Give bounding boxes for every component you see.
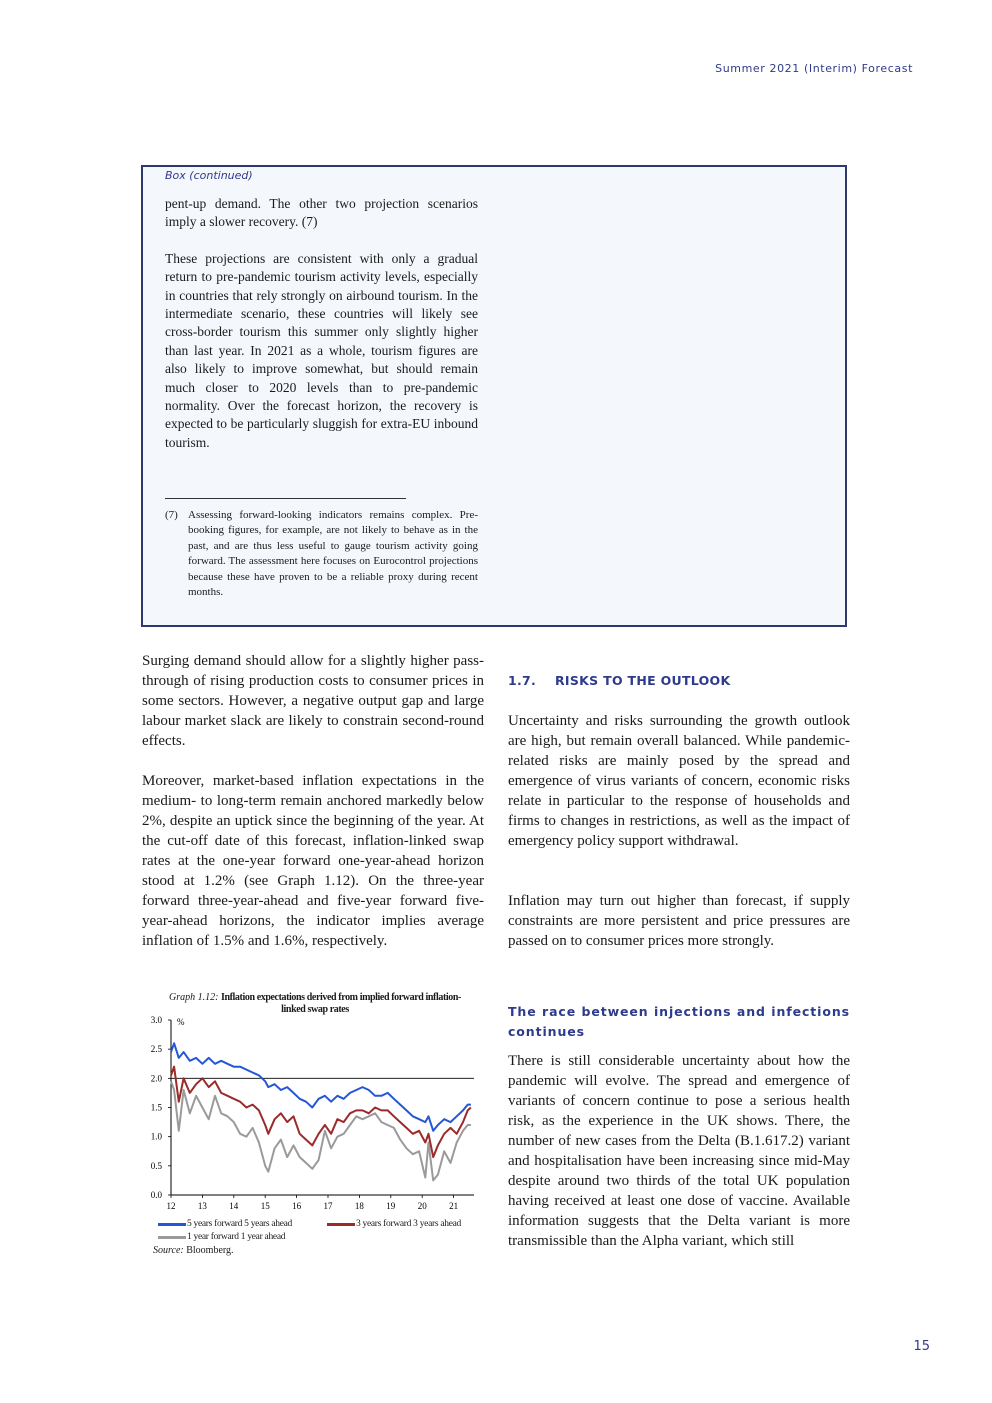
legend-label: 5 years forward 5 years ahead <box>187 1219 292 1229</box>
subheading: The race between injections and infections continues <box>508 1004 850 1039</box>
race-paragraph: There is still considerable uncertainty about how the pandemic will evolve. The spread and emergence of variants of concern continue to pose a serious health risk, as the experience in the UK shows. There, the number of new cases from the Delta (B.1.617.2) variant and hospitalisation have been increasing since mid-May despite around two thirds of the total UK population having received at least one dose of vaccine. Available information suggests that the Delta variant is more transmissible than the Alpha variant, which still <box>508 1053 850 1249</box>
y-tick-label: 3.0 <box>150 1015 162 1025</box>
y-tick-label: 1.0 <box>150 1131 162 1142</box>
x-tick-label: 19 <box>386 1201 396 1211</box>
x-tick-label: 21 <box>449 1201 459 1211</box>
x-tick-label: 14 <box>229 1201 239 1211</box>
x-tick-label: 17 <box>323 1201 333 1211</box>
footnote-mark: (7) <box>165 509 178 521</box>
running-header: Summer 2021 (Interim) Forecast <box>715 62 913 75</box>
footnote-text: Assessing forward-looking indicators remains complex. Pre-booking figures, for example, are not likely to behave as in the past, and are thus less useful to gauge tourism activity going forward. The assessment here focuses on Eurocontrol projections because these have proven to be a reliable proxy during recent months. <box>188 509 478 599</box>
y-tick-label: 0.0 <box>150 1190 162 1200</box>
graph-source <box>153 1245 234 1256</box>
body-paragraph: Moreover, market-based inflation expectations in the medium- to long-term remain anchored markedly below 2%, despite an uptick since the beginning of the year. At the cut-off date of this forecast, inflation-linked swap rates at the one-year forward one-year-ahead horizon stood at 1.2% (see Graph 1.12). On the three-year forward three-year-ahead and five-year forward five-year-ahead horizons, the indicator implies average inflation of 1.5% and 1.6%, respectively. <box>142 773 484 949</box>
y-tick-label: 1.5 <box>150 1102 162 1113</box>
risks-paragraph-2: Inflation may turn out higher than forecast, if supply constraints are more persistent and price pressures are passed on to consumer prices more strongly. <box>508 893 850 949</box>
box-continued <box>141 165 847 627</box>
left-column <box>142 651 484 971</box>
section-title: RISKS TO THE OUTLOOK <box>555 673 731 688</box>
series-line <box>171 1043 471 1131</box>
x-tick-label: 15 <box>260 1201 270 1211</box>
source-text: Bloomberg. <box>186 1245 234 1256</box>
section-heading <box>508 673 730 688</box>
series-line <box>171 1067 471 1157</box>
box-text <box>165 195 478 470</box>
risks-paragraph-1: Uncertainty and risks surrounding the growth outlook are high, but remain overall balanced. While pandemic-related risks are mainly posed by the spread and emergence of virus variants of concern, economic risks relate in particular to the response of households and firms to changes in restrictions, as well as the impact of emergency policy support withdrawal. <box>508 713 850 849</box>
legend-item <box>327 1219 461 1229</box>
box-paragraph: These projections are consistent with only a gradual return to pre-pandemic tourism activity levels, especially in countries that rely strongly on airbound tourism. In the intermediate scenario, these countries will likely see cross-border tourism this summer only slightly higher than last year. In 2021 as a whole, tourism figures are also likely to improve somewhat, but should remain much closer to 2020 levels than to pre-pandemic normality. Over the forecast horizon, the recovery is expected to be particularly sluggish for extra-EU inbound tourism. <box>165 250 478 450</box>
box-label: Box (continued) <box>165 169 253 182</box>
legend-swatch <box>327 1223 355 1226</box>
graph-label: Graph 1.12: <box>169 992 219 1003</box>
section-number: 1.7. <box>508 673 537 688</box>
legend-item <box>158 1219 292 1229</box>
legend-swatch <box>158 1223 186 1226</box>
y-tick-label: 0.5 <box>150 1160 162 1171</box>
legend-label: 3 years forward 3 years ahead <box>356 1219 461 1229</box>
box-paragraph: pent-up demand. The other two projection scenarios imply a slower recovery. (7) <box>165 196 478 230</box>
y-unit-label: % <box>177 1017 185 1027</box>
y-tick-label: 2.0 <box>150 1073 162 1084</box>
legend-label: 1 year forward 1 year ahead <box>187 1232 286 1242</box>
x-tick-label: 20 <box>417 1201 427 1211</box>
graph-title-text: Inflation expectations derived from implied forward inflation-linked swap rates <box>220 992 461 1015</box>
body-paragraph: Surging demand should allow for a slightly higher pass-through of rising production costs to consumer prices in some sectors. However, a negative output gap and large labour market slack are likely to constrain second-round effects. <box>142 653 484 749</box>
legend-item <box>158 1232 285 1242</box>
x-tick-label: 18 <box>354 1201 364 1211</box>
y-tick-label: 2.5 <box>150 1044 162 1055</box>
x-tick-label: 16 <box>292 1201 302 1211</box>
page-number: 15 <box>913 1339 930 1354</box>
x-tick-label: 13 <box>197 1201 207 1211</box>
legend-swatch <box>158 1236 186 1239</box>
source-label: Source: <box>153 1245 184 1256</box>
x-tick-label: 12 <box>166 1201 176 1211</box>
inflation-expectations-chart <box>140 1010 485 1220</box>
footnote <box>165 508 478 600</box>
footnote-rule <box>165 498 406 499</box>
